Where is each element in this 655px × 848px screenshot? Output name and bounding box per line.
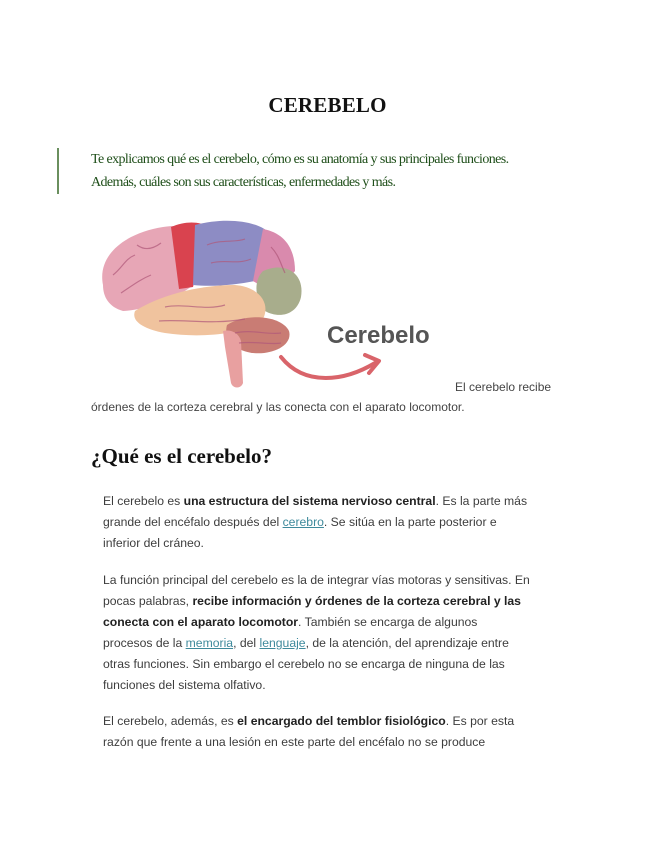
figure-caption-part2: órdenes de la corteza cerebral y las conecta con el aparato locomotor. bbox=[91, 400, 465, 414]
section-heading: ¿Qué es el cerebelo? bbox=[91, 444, 272, 468]
paragraph-2-line-4 bbox=[103, 633, 563, 654]
paragraph-2-line-5: otras funciones. Sin embargo el cerebelo no se encarga de ninguna de las bbox=[103, 657, 505, 671]
paragraph-1-line-2 bbox=[103, 512, 563, 533]
text-run: procesos de la bbox=[103, 636, 186, 650]
text-run: grande del encéfalo después del bbox=[103, 515, 283, 529]
link-cerebro[interactable]: cerebro bbox=[282, 515, 324, 529]
paragraph-2-line-6: funciones del sistema olfativo. bbox=[103, 678, 266, 692]
paragraph-2-line-1: La función principal del cerebelo es la de integrar vías motoras y sensitivas. En bbox=[103, 573, 530, 587]
paragraph-3-line-2: razón que frente a una lesión en este parte del encéfalo no se produce bbox=[103, 735, 486, 749]
text-run: , de la atención, del aprendizaje entre bbox=[305, 636, 509, 650]
bold-text: conecta con el aparato locomotor bbox=[103, 615, 299, 629]
lead-line-2: Además, cuáles son sus características, enfermedades y más. bbox=[91, 175, 396, 190]
paragraph-1 bbox=[103, 491, 563, 554]
paragraph-1-line-3: inferior del cráneo. bbox=[103, 536, 204, 550]
lead-quote bbox=[57, 148, 577, 194]
text-run: El cerebelo, además, es bbox=[103, 714, 238, 728]
paragraph-1-line-1 bbox=[103, 491, 563, 512]
paragraph-2-line-3 bbox=[103, 612, 563, 633]
link-lenguaje[interactable]: lenguaje bbox=[259, 636, 306, 650]
lead-line-1: Te explicamos qué es el cerebelo, cómo es su anatomía y sus principales funciones. bbox=[91, 152, 509, 167]
text-run: . Se sitúa en la parte posterior e bbox=[323, 515, 497, 529]
figure-label: Cerebelo bbox=[327, 322, 430, 349]
page-title: CEREBELO bbox=[268, 93, 387, 117]
bold-text: una estructura del sistema nervioso central bbox=[183, 494, 436, 508]
paragraph-2 bbox=[103, 570, 563, 696]
text-run: . Es la parte más bbox=[435, 494, 528, 508]
text-run: pocas palabras, bbox=[103, 594, 193, 608]
figure-caption-part1: El cerebelo recibe bbox=[455, 380, 552, 394]
brain-illustration bbox=[95, 215, 455, 395]
link-memoria[interactable]: memoria bbox=[185, 636, 234, 650]
text-run: . También se encarga de algunos bbox=[298, 615, 478, 629]
text-run: . Es por esta bbox=[445, 714, 515, 728]
paragraph-3-line-1 bbox=[103, 711, 563, 732]
text-run: El cerebelo es bbox=[103, 494, 184, 508]
bold-text: el encargado del temblor fisiológico bbox=[237, 714, 446, 728]
paragraph-3 bbox=[103, 711, 563, 753]
text-run: , del bbox=[233, 636, 260, 650]
bold-text: recibe información y órdenes de la corteza cerebral y las bbox=[192, 594, 521, 608]
paragraph-2-line-2 bbox=[103, 591, 563, 612]
pointer-arrow bbox=[281, 357, 375, 378]
brain-image bbox=[102, 221, 301, 388]
